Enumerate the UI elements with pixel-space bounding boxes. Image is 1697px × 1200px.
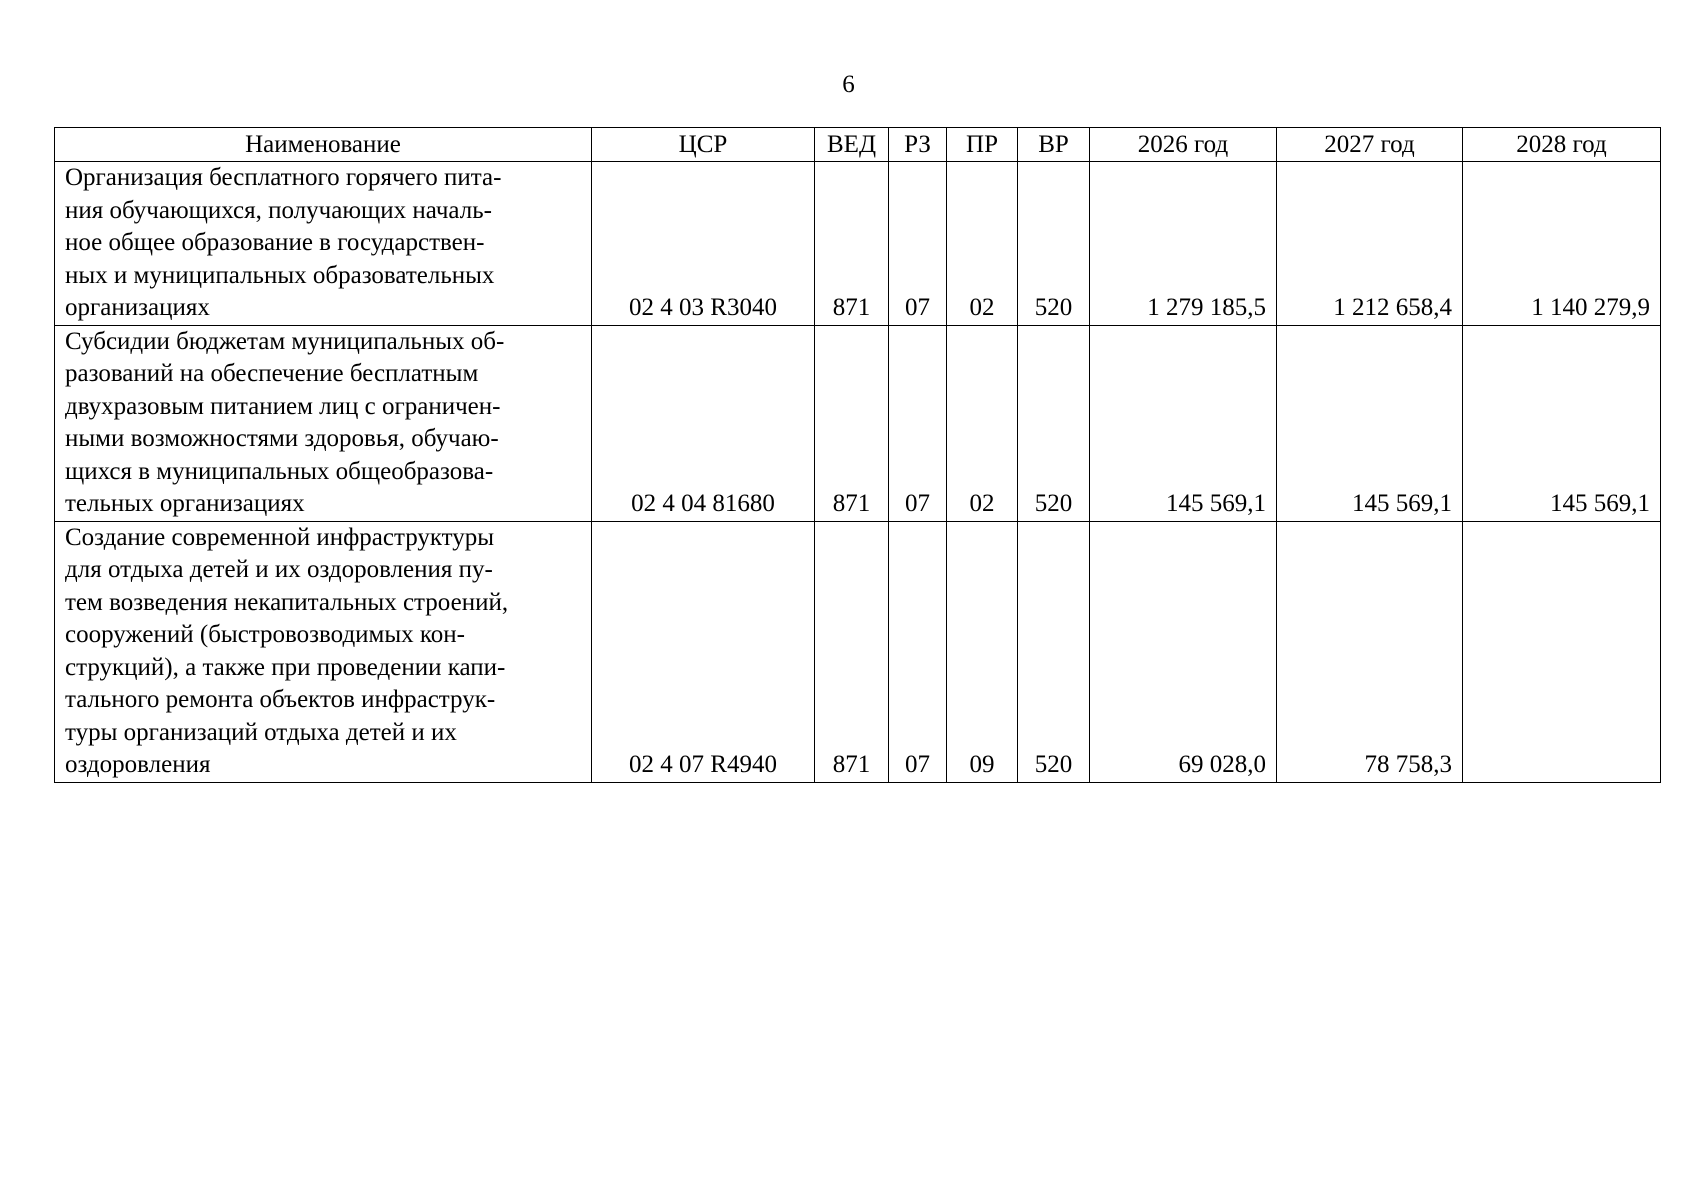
name-line: сооружений (быстровозводимых кон- — [65, 621, 465, 648]
name-line: ния обучающихся, получающих началь- — [65, 196, 492, 224]
page-number: 6 — [842, 71, 855, 98]
row-name-cell — [55, 162, 592, 326]
vr-cell: 520 — [1018, 325, 1090, 521]
name-line: для отдыха детей и их оздоровления пу- — [65, 556, 493, 583]
header-pr: ПР — [947, 128, 1018, 162]
name-line: разований на обеспечение бесплатным — [65, 360, 479, 387]
header-2027: 2027 год — [1277, 128, 1463, 162]
vr-cell: 520 — [1018, 521, 1090, 782]
amount-2026-cell: 69 028,0 — [1090, 521, 1277, 782]
row-name-cell — [55, 521, 592, 782]
header-ved: ВЕД — [815, 128, 889, 162]
amount-2028-cell: 145 569,1 — [1463, 325, 1661, 521]
amount-2027-cell: 145 569,1 — [1277, 325, 1463, 521]
name-line: оздоровления — [65, 751, 211, 778]
name-line: ное общее образование в государствен- — [65, 229, 485, 256]
name-line: тем возведения некапитальных строений, — [65, 588, 509, 616]
name-line: струкций), а также при проведении капи- — [65, 653, 506, 681]
amount-2027-cell: 78 758,3 — [1277, 521, 1463, 782]
name-line: щихся в муниципальных общеобразова- — [65, 457, 494, 485]
name-line: туры организаций отдыха детей и их — [65, 718, 457, 746]
amount-2026-cell: 145 569,1 — [1090, 325, 1277, 521]
header-rz: РЗ — [889, 128, 947, 162]
header-vr: ВР — [1018, 128, 1090, 162]
table-header-row — [55, 128, 1661, 162]
rz-cell: 07 — [889, 325, 947, 521]
pr-cell: 02 — [947, 325, 1018, 521]
rz-cell: 07 — [889, 521, 947, 782]
pr-cell: 09 — [947, 521, 1018, 782]
name-line: организациях — [65, 294, 210, 321]
name-line: Субсидии бюджетам муниципальных об- — [65, 327, 505, 355]
name-line: ных и муниципальных образовательных — [65, 261, 495, 289]
table-row — [55, 162, 1661, 326]
csr-cell: 02 4 03 R3040 — [592, 162, 815, 326]
vr-cell: 520 — [1018, 162, 1090, 326]
amount-2026-cell: 1 279 185,5 — [1090, 162, 1277, 326]
rz-cell: 07 — [889, 162, 947, 326]
ved-cell: 871 — [815, 162, 889, 326]
amount-2027-cell: 1 212 658,4 — [1277, 162, 1463, 326]
csr-cell: 02 4 04 81680 — [592, 325, 815, 521]
name-line: Организация бесплатного горячего пита- — [65, 164, 502, 191]
table-row — [55, 521, 1661, 782]
amount-2028-cell — [1463, 521, 1661, 782]
csr-cell: 02 4 07 R4940 — [592, 521, 815, 782]
name-line: тального ремонта объектов инфраструк- — [65, 686, 496, 713]
pr-cell: 02 — [947, 162, 1018, 326]
name-line: Создание современной инфраструктуры — [65, 523, 495, 551]
amount-2028-cell: 1 140 279,9 — [1463, 162, 1661, 326]
table-row — [55, 325, 1661, 521]
ved-cell: 871 — [815, 325, 889, 521]
header-2026: 2026 год — [1090, 128, 1277, 162]
header-name: Наименование — [55, 128, 592, 162]
header-2028: 2028 год — [1463, 128, 1661, 162]
name-line: двухразовым питанием лиц с ограничен- — [65, 392, 501, 420]
ved-cell: 871 — [815, 521, 889, 782]
header-csr: ЦСР — [592, 128, 815, 162]
name-line: ными возможностями здоровья, обучаю- — [65, 425, 499, 452]
budget-table — [54, 127, 1661, 783]
name-line: тельных организациях — [65, 490, 305, 517]
row-name-cell — [55, 325, 592, 521]
